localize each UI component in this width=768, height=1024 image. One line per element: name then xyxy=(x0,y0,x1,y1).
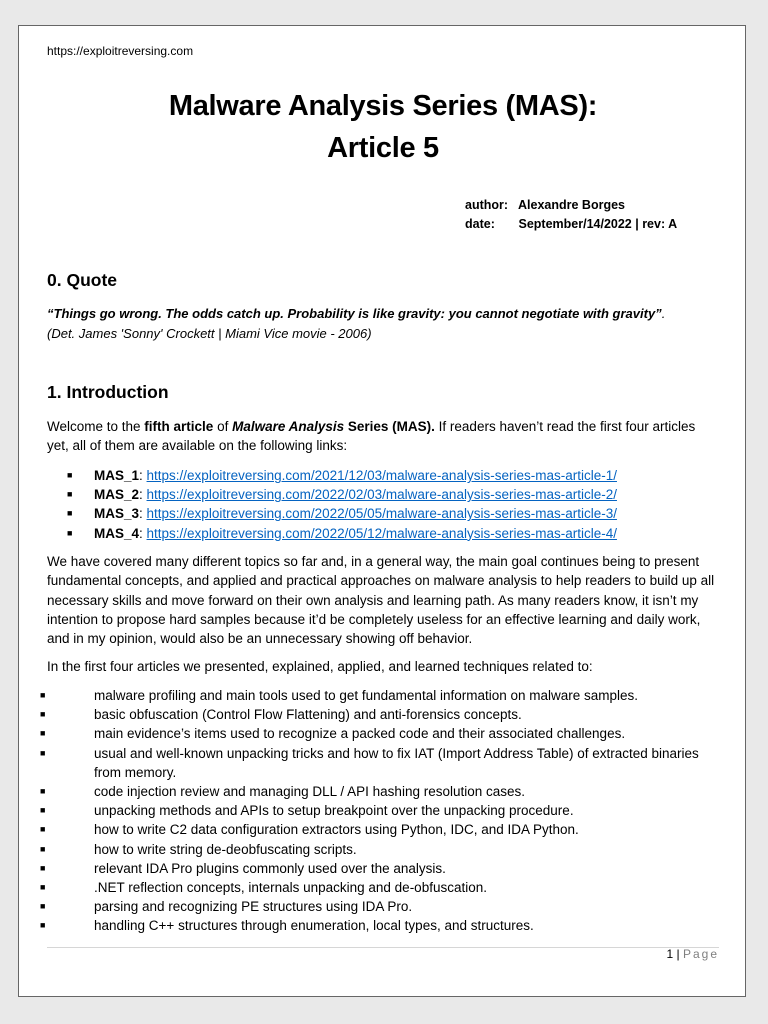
quote-attribution: (Det. James 'Sonny' Crockett | Miami Vice movie - 2006) xyxy=(47,325,372,341)
list-item xyxy=(40,840,727,859)
p1-text-f: If readers haven’t read the first four articles yet, all of them are available on the following links: xyxy=(47,419,696,454)
mas-4-link[interactable]: https://exploitreversing.com/2022/05/12/malware-analysis-series-mas-article-4/ xyxy=(146,525,617,541)
list-item xyxy=(40,897,727,916)
bullet-icon: ■ xyxy=(40,786,46,797)
mas-1-link[interactable]: https://exploitreversing.com/2021/12/03/malware-analysis-series-mas-article-1/ xyxy=(146,468,617,483)
footer-divider xyxy=(47,947,719,948)
topic-text: code injection review and managing DLL / API hashing resolution cases. xyxy=(94,784,526,800)
bullet-icon: ■ xyxy=(40,901,46,912)
topic-text: unpacking methods and APIs to setup breakpoint over the unpacking procedure. xyxy=(94,803,574,819)
p1-fifth-article: fifth article xyxy=(144,419,214,434)
topic-text: malware profiling and main tools used to get fundamental information on malware samples. xyxy=(94,688,639,703)
author-label: author: xyxy=(465,198,509,212)
topic-text: how to write string de-deobfuscating scripts. xyxy=(94,841,357,857)
link-label: MAS_3 xyxy=(94,506,140,522)
list-item xyxy=(40,916,727,935)
list-item xyxy=(40,859,727,878)
mas-3-link[interactable]: https://exploitreversing.com/2022/05/05/malware-analysis-series-mas-article-3/ xyxy=(146,506,617,522)
list-item xyxy=(40,820,727,839)
bullet-icon: ■ xyxy=(40,690,46,700)
bullet-icon: ■ xyxy=(40,862,46,873)
bullet-icon: ■ xyxy=(40,805,46,816)
bullet-icon: ■ xyxy=(40,824,46,835)
link-label: MAS_1 xyxy=(94,468,140,483)
list-item xyxy=(40,724,727,743)
list-item xyxy=(40,878,727,897)
intro-paragraph-3: In the first four articles we presented, explained, applied, and learned techniques related to: xyxy=(47,659,593,674)
bullet-icon: ■ xyxy=(40,747,46,758)
list-item xyxy=(40,705,727,724)
bullet-icon: ■ xyxy=(67,470,73,480)
topic-text: main evidence’s items used to recognize a packed code and their associated challenges. xyxy=(94,726,626,742)
author-name: Alexandre Borges xyxy=(518,198,625,212)
bullet-icon: ■ xyxy=(40,882,46,893)
title-line-2: Article 5 xyxy=(327,132,439,164)
quote-text: “Things go wrong. The odds catch up. Probability is like gravity: you cannot negotiate with gravity” xyxy=(47,306,662,321)
p1-malware-analysis: Malware Analysis xyxy=(232,419,345,434)
date-line xyxy=(465,217,677,231)
article-links-list xyxy=(67,466,617,543)
author-line xyxy=(465,198,625,212)
topics-list xyxy=(40,686,727,936)
list-item: ■ MAS_3: https://exploitreversing.com/2022/05/05/malware-analysis-series-mas-article-3/ xyxy=(67,504,617,523)
mas-2-link[interactable]: https://exploitreversing.com/2022/02/03/malware-analysis-series-mas-article-2/ xyxy=(146,487,617,503)
bullet-icon: ■ xyxy=(40,728,46,739)
bullet-icon: ■ xyxy=(40,709,46,720)
bullet-icon: ■ xyxy=(67,489,73,500)
topic-text: usual and well-known unpacking tricks and how to fix IAT (Import Address Table) of extracted binaries from memory. xyxy=(94,745,699,780)
quote-block xyxy=(47,304,719,343)
topic-text: parsing and recognizing PE structures using IDA Pro. xyxy=(94,899,413,915)
list-item: ■ MAS_4: https://exploitreversing.com/2022/05/12/malware-analysis-series-mas-article-4/ xyxy=(67,524,617,543)
list-item xyxy=(40,782,727,801)
topic-text: basic obfuscation (Control Flow Flattening) and anti-forensics concepts. xyxy=(94,707,522,723)
page-number: 1 xyxy=(666,947,674,961)
p1-series-mas: Series (MAS). xyxy=(344,419,435,434)
topic-text: .NET reflection concepts, internals unpacking and de-obfuscation. xyxy=(94,880,487,896)
list-item xyxy=(40,801,727,820)
header-url: https://exploitreversing.com xyxy=(47,44,194,58)
page-footer xyxy=(639,947,719,961)
introduction-heading: 1. Introduction xyxy=(47,382,169,402)
p1-text-a: Welcome to the xyxy=(47,419,145,434)
intro-paragraph-2: We have covered many different topics so far and, in a general way, the main goal continues being to present fundamental concepts, and applied and practical approaches on malware analysis to help readers to build up all necessary skills and move forward on their own analysis and learning path. As many readers know, it isn’t my intention to propose hard samples because it’d be completely useless for an effective learning and daily work, and in my opinion, would also be an unnecessary showing off behavior. xyxy=(47,554,715,647)
topic-text: handling C++ structures through enumeration, local types, and structures. xyxy=(94,918,534,934)
bullet-icon: ■ xyxy=(67,508,73,519)
page-label: Page xyxy=(682,947,719,961)
list-item: ■ MAS_2: https://exploitreversing.com/2022/02/03/malware-analysis-series-mas-article-2/ xyxy=(67,485,617,504)
date-label: date: xyxy=(465,217,495,231)
document-page xyxy=(18,25,746,997)
quote-period: . xyxy=(661,306,666,321)
bullet-icon: ■ xyxy=(40,843,46,854)
topic-text: relevant IDA Pro plugins commonly used over the analysis. xyxy=(94,860,446,876)
list-item xyxy=(40,686,727,705)
list-item xyxy=(40,744,727,782)
intro-paragraph-1 xyxy=(47,417,719,456)
link-label: MAS_4 xyxy=(94,525,140,541)
p1-text-c: of xyxy=(213,419,233,434)
list-item: ■ MAS_1: https://exploitreversing.com/2021/12/03/malware-analysis-series-mas-article-1/ xyxy=(67,466,617,485)
quote-heading: 0. Quote xyxy=(47,270,118,290)
date-value: September/14/2022 | rev: A xyxy=(518,217,678,231)
link-label: MAS_2 xyxy=(94,487,140,503)
bullet-icon: ■ xyxy=(40,920,46,931)
bullet-icon: ■ xyxy=(67,527,73,538)
topic-text: how to write C2 data configuration extractors using Python, IDC, and IDA Python. xyxy=(94,822,579,838)
footer-separator: | xyxy=(676,947,680,961)
title-line-1: Malware Analysis Series (MAS): xyxy=(168,90,598,122)
